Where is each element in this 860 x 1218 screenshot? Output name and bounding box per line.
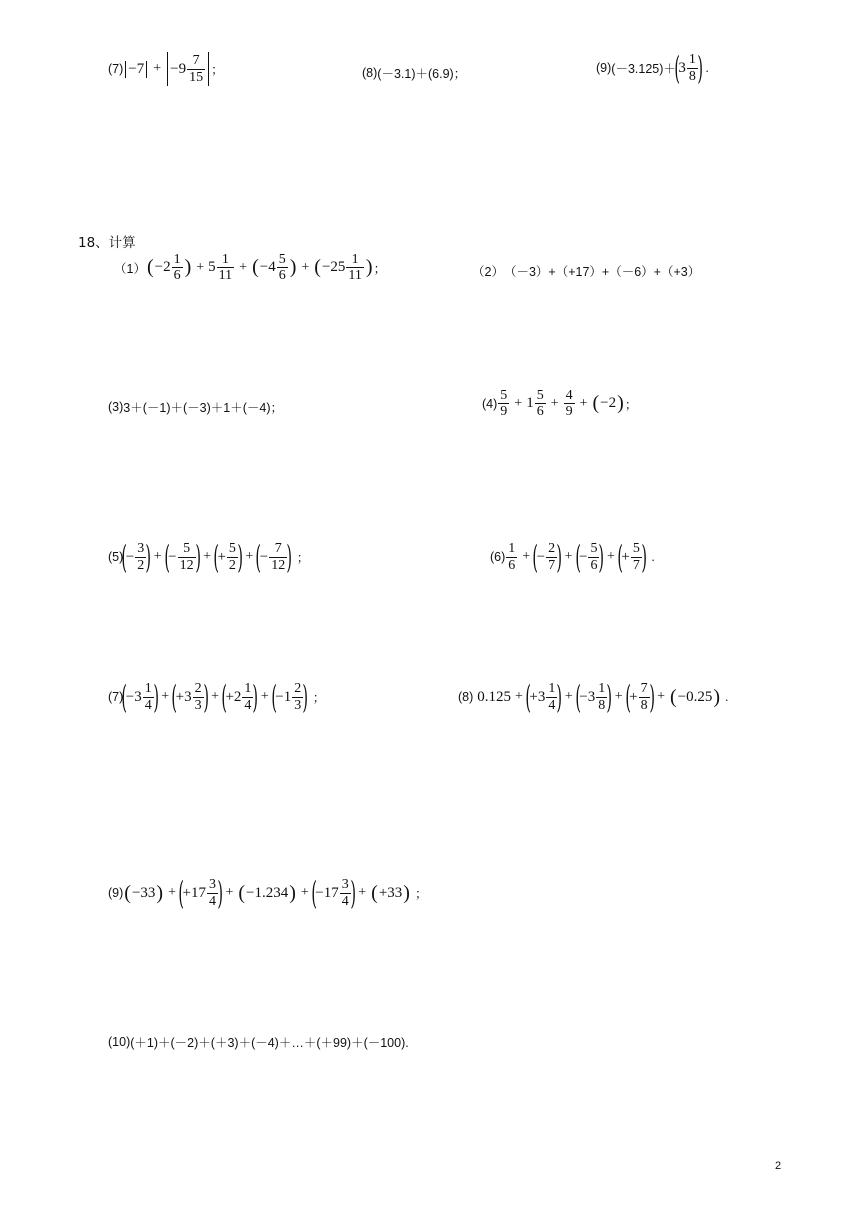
problem-4: (4) $\frac{5}{9}$ + 1 $\frac{5}{6}$ + $\frac{4}{9}$ + ( −2 ) ； xyxy=(482,388,638,420)
math-term: 1 xyxy=(526,395,534,412)
fraction: $\frac{1}{6}$ xyxy=(508,541,516,573)
fraction: $\frac{2}{3}$ xyxy=(294,681,302,713)
page-number: 2 xyxy=(775,1160,782,1172)
problem-expression: （－3）+（+17）+（－6）+（+3） xyxy=(503,265,701,279)
math-term: −25 xyxy=(321,259,346,276)
problem-1: （1） ( −2 $\frac{1}{6}$ ) + 5 $\frac{1}{11}$ + ( −4 $\frac{5}{6}$ ) + ( −25 $\frac{1}{11}$ ) ； xyxy=(114,252,387,284)
fraction: $\frac{7}{15}$ xyxy=(189,53,204,85)
abs-bar xyxy=(167,52,168,86)
math-term: −9 xyxy=(170,60,187,77)
problem-8-prev xyxy=(362,64,466,82)
fraction: $\frac{5}{9}$ xyxy=(500,388,508,420)
plus-sign: + xyxy=(153,61,162,76)
problem-10 xyxy=(108,1033,409,1051)
fraction: $\frac{1}{6}$ xyxy=(173,252,181,284)
fraction: $\frac{5}{6}$ xyxy=(536,388,544,420)
math-term: −2 xyxy=(154,259,171,276)
math-term: 3 xyxy=(678,59,686,76)
problem-expression: 3＋(－1)＋(－3)＋1＋(－4)； xyxy=(123,401,284,415)
problem-label: (3) xyxy=(108,400,124,414)
fraction: $\frac{5}{6}$ xyxy=(278,252,286,284)
fraction: $\frac{2}{7}$ xyxy=(548,541,556,573)
fraction: $\frac{5}{2}$ xyxy=(228,541,236,573)
problem-label: (5) xyxy=(108,550,124,564)
math-term: −2 xyxy=(600,395,617,412)
fraction: $\frac{7}{12}$ xyxy=(271,541,286,573)
fraction: $\frac{3}{4}$ xyxy=(341,877,349,909)
problem-label: （1） xyxy=(114,261,146,276)
problem-2 xyxy=(472,262,700,280)
problem-label: (9) xyxy=(596,61,612,75)
problem-7: (7) ( −3 $\frac{1}{4}$ ) + ( +3 $\frac{2}{3}$ ) + ( +2 $\frac{1}{4}$ ) + ( −1 $\frac{2}{3}$ ) ； xyxy=(108,678,326,716)
fraction: $\frac{1}{4}$ xyxy=(144,681,152,713)
abs-bar xyxy=(125,61,126,78)
problem-expression: (－3.125)＋ xyxy=(611,62,676,76)
fraction: $\frac{1}{11}$ xyxy=(218,252,233,284)
math-term: −4 xyxy=(259,259,276,276)
problem-5: (5) ( − $\frac{3}{2}$ ) + ( − $\frac{5}{12}$ ) + ( + $\frac{5}{2}$ ) + ( − $\frac{7}{12}$ ) ； xyxy=(108,538,310,576)
fraction: $\frac{1}{4}$ xyxy=(548,681,556,713)
problem-label: (8) xyxy=(458,690,474,704)
fraction: $\frac{1}{8}$ xyxy=(598,681,606,713)
math-term: −7 xyxy=(128,60,145,77)
math-term: 5 xyxy=(208,259,216,276)
problem-expression: (－3.1)＋(6.9)； xyxy=(377,67,467,81)
problem-label: (4) xyxy=(482,396,498,411)
problem-6: (6) $\frac{1}{6}$ + ( − $\frac{2}{7}$ ) + ( − $\frac{5}{6}$ ) + ( + $\frac{5}{7}$ ) . xyxy=(490,538,655,576)
fraction: $\frac{3}{2}$ xyxy=(137,541,145,573)
fraction: $\frac{5}{7}$ xyxy=(632,541,640,573)
section-heading: 18、计算 xyxy=(78,235,136,251)
problem-7-prev xyxy=(108,52,224,86)
problem-label: （2） xyxy=(472,265,504,279)
problem-3 xyxy=(108,398,283,416)
problem-label: (7) xyxy=(108,690,124,704)
fraction: $\frac{1}{8}$ xyxy=(688,52,696,84)
fraction: $\frac{3}{4}$ xyxy=(208,877,216,909)
problem-expression: (＋1)＋(－2)＋(＋3)＋(－4)＋…＋(＋99)＋(－100). xyxy=(130,1036,409,1050)
fraction: $\frac{5}{12}$ xyxy=(179,541,194,573)
fraction: $\frac{2}{3}$ xyxy=(194,681,202,713)
fraction: $\frac{7}{8}$ xyxy=(640,681,648,713)
problem-label: (8) xyxy=(362,66,378,80)
problem-label: (10) xyxy=(108,1035,131,1049)
problem-8: (8) 0.125 + ( +3 $\frac{1}{4}$ ) + ( −3 $\frac{1}{8}$ ) + ( + $\frac{7}{8}$ ) + ( −0.25 ) . xyxy=(458,678,729,716)
semicolon: ； xyxy=(211,63,224,77)
period: . xyxy=(705,61,709,75)
problem-9-prev: (9) (－3.125)＋ ( 3 $\frac{1}{8}$ ) . xyxy=(596,49,709,87)
fraction: $\frac{1}{4}$ xyxy=(244,681,252,713)
abs-bar xyxy=(208,52,209,86)
fraction: $\frac{4}{9}$ xyxy=(565,388,573,420)
abs-bar xyxy=(146,61,147,78)
problem-label: (7) xyxy=(108,62,124,76)
problem-9: (9) ( −33 ) + ( +17 $\frac{3}{4}$ ) + ( −1.234 ) + ( −17 $\frac{3}{4}$ ) + ( +33 ) ； xyxy=(108,874,428,912)
fraction: $\frac{5}{6}$ xyxy=(590,541,598,573)
problem-label: (9) xyxy=(108,886,124,900)
fraction: $\frac{1}{11}$ xyxy=(348,252,362,284)
problem-label: (6) xyxy=(490,550,506,564)
